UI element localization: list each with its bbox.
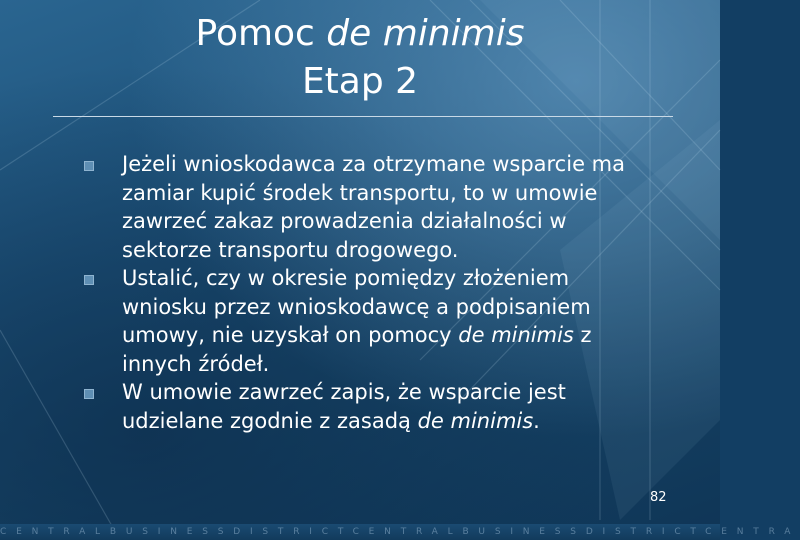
page-number: 82 [650,490,667,505]
bullet-list [84,150,654,435]
bullet-item-2: Ustalić, czy w okresie pomiędzy złożeniem wniosku przez wnioskodawcę a podpisaniem umowy, nie uzyskał on pomocy de minimis z innych źródeł. [84,264,654,378]
title-line-2: Etap 2 [301,61,419,102]
square-bullet-icon [84,389,94,399]
title-divider [53,116,673,117]
title-line-1: Pomoc de minimis [195,13,525,54]
square-bullet-icon [84,161,94,171]
slide-title [0,10,720,106]
footer-watermark-strip: CENTRALBUSINESSDISTRICTCENTRALBUSINESSDISTRICTCENTRA [0,524,720,540]
bullet-item-3: W umowie zawrzeć zapis, że wsparcie jest udzielane zgodnie z zasadą de minimis. [84,378,654,435]
square-bullet-icon [84,275,94,285]
bullet-item-1: Jeżeli wnioskodawca za otrzymane wsparcie ma zamiar kupić środek transportu, to w umowie zawrzeć zakaz prowadzenia działalności w sektorze transportu drogowego. [84,150,654,264]
